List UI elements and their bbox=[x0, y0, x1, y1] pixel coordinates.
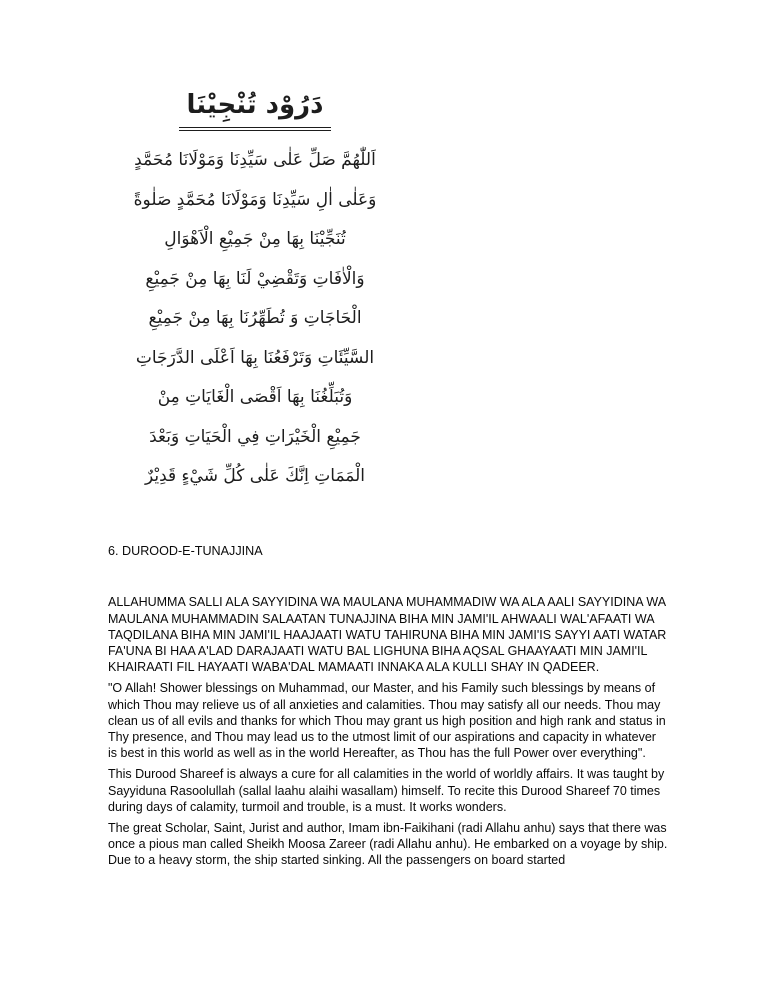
description-paragraph: This Durood Shareef is always a cure for all calamities in the world of worldly affairs. It was taught by Sayyiduna Rasoolullah (sallal laahu alaihi wasallam) himself. To recite this Durood Shareef 70 times during days of calamity, turmoil and trouble, is a must. It works wonders. bbox=[108, 767, 665, 814]
arabic-line-2: وَعَلٰى اٰلِ سَيِّدِنَا وَمَوْلَانَا مُحَمَّدٍ صَلٰوةً bbox=[133, 189, 377, 210]
arabic-line-9: الْمَمَاتِ اِنَّكَ عَلٰى كُلِّ شَيْءٍ قَدِيْرٌ bbox=[144, 466, 366, 486]
arabic-line-7: وَتُبَلِّغُنَا بِهَا اَقْصَى الْغَايَاتِ مِنْ bbox=[157, 387, 353, 407]
arabic-line-1: اَللّٰهُمَّ صَلِّ عَلٰى سَيِّدِنَا وَمَوْلَانَا مُحَمَّدٍ bbox=[134, 150, 376, 170]
transliteration-paragraph: ALLAHUMMA SALLI ALA SAYYIDINA WA MAULANA MUHAMMADIW WA ALA AALI SAYYIDINA WA MAULANA MUHAMMADIN SALAATAN TUNAJJINA BIHA MIN JAMI'IL AHWAALI WAL'AFAATI WA TAQDILANA BIHA MIN JAMI'IL HAAJAATI WATU TAHIRUNA BIHA MIN JAMI'IS SAYYI AATI WATAR FA'UNA BI HAA A'LAD DARAJAATI WATU BAL LIGHUNA BIHA AQSAL GHAAYAATI MIN JAMI'IL KHAIRAATI FIL HAYAATI WABA'DAL MAMAATI INNAKA ALA KULLI SHAY IN QADEER. bbox=[108, 595, 667, 675]
arabic-line-5: الْحَاجَاتِ وَ تُطَهِّرُنَا بِهَا مِنْ جَمِيْعِ bbox=[148, 308, 362, 328]
english-text-content bbox=[108, 543, 668, 873]
translation-paragraph: "O Allah! Shower blessings on Muhammad, our Master, and his Family such blessings by means of which Thou may relieve us of all anxieties and calamities. Thou may satisfy all our needs. Thou may clean us of all evils and thanks for which Thou may grant us high position and high rank and status in Thy presence, and Thou may lead us to the utmost limit of our aspirations and capacity in whatever is best in this world as well as in the world Hereafter, as Thou has the full Power over everything". bbox=[108, 681, 666, 761]
section-heading: 6. DUROOD-E-TUNAJJINA bbox=[108, 544, 263, 558]
arabic-title: دَرُوْد تُنْجِيْنَا bbox=[179, 90, 332, 131]
arabic-title-row bbox=[114, 90, 396, 131]
arabic-line-4: وَالْاٰفَاتِ وَتَقْضِيْ لَنَا بِهَا مِنْ جَمِيْعِ bbox=[145, 268, 365, 289]
arabic-calligraphy-block bbox=[114, 90, 396, 497]
arabic-line-8: جَمِيْعِ الْخَيْرَاتِ فِي الْحَيَاتِ وَبَعْدَ bbox=[149, 426, 361, 447]
arabic-line-3: تُنَجِّيْنَا بِهَا مِنْ جَمِيْعِ الْاَهْوَالِ bbox=[164, 229, 346, 249]
story-paragraph: The great Scholar, Saint, Jurist and author, Imam ibn-Faikihani (radi Allahu anhu) says that there was once a pious man called Sheikh Moosa Zareer (radi Allahu anhu). He embarked on a voyage by ship. Due to a heavy storm, the ship started sinking. All the passengers on board started bbox=[108, 820, 668, 868]
arabic-line-6: السَّيِّئَاتِ وَتَرْفَعُنَا بِهَا اَعْلَى الدَّرَجَاتِ bbox=[135, 347, 375, 368]
